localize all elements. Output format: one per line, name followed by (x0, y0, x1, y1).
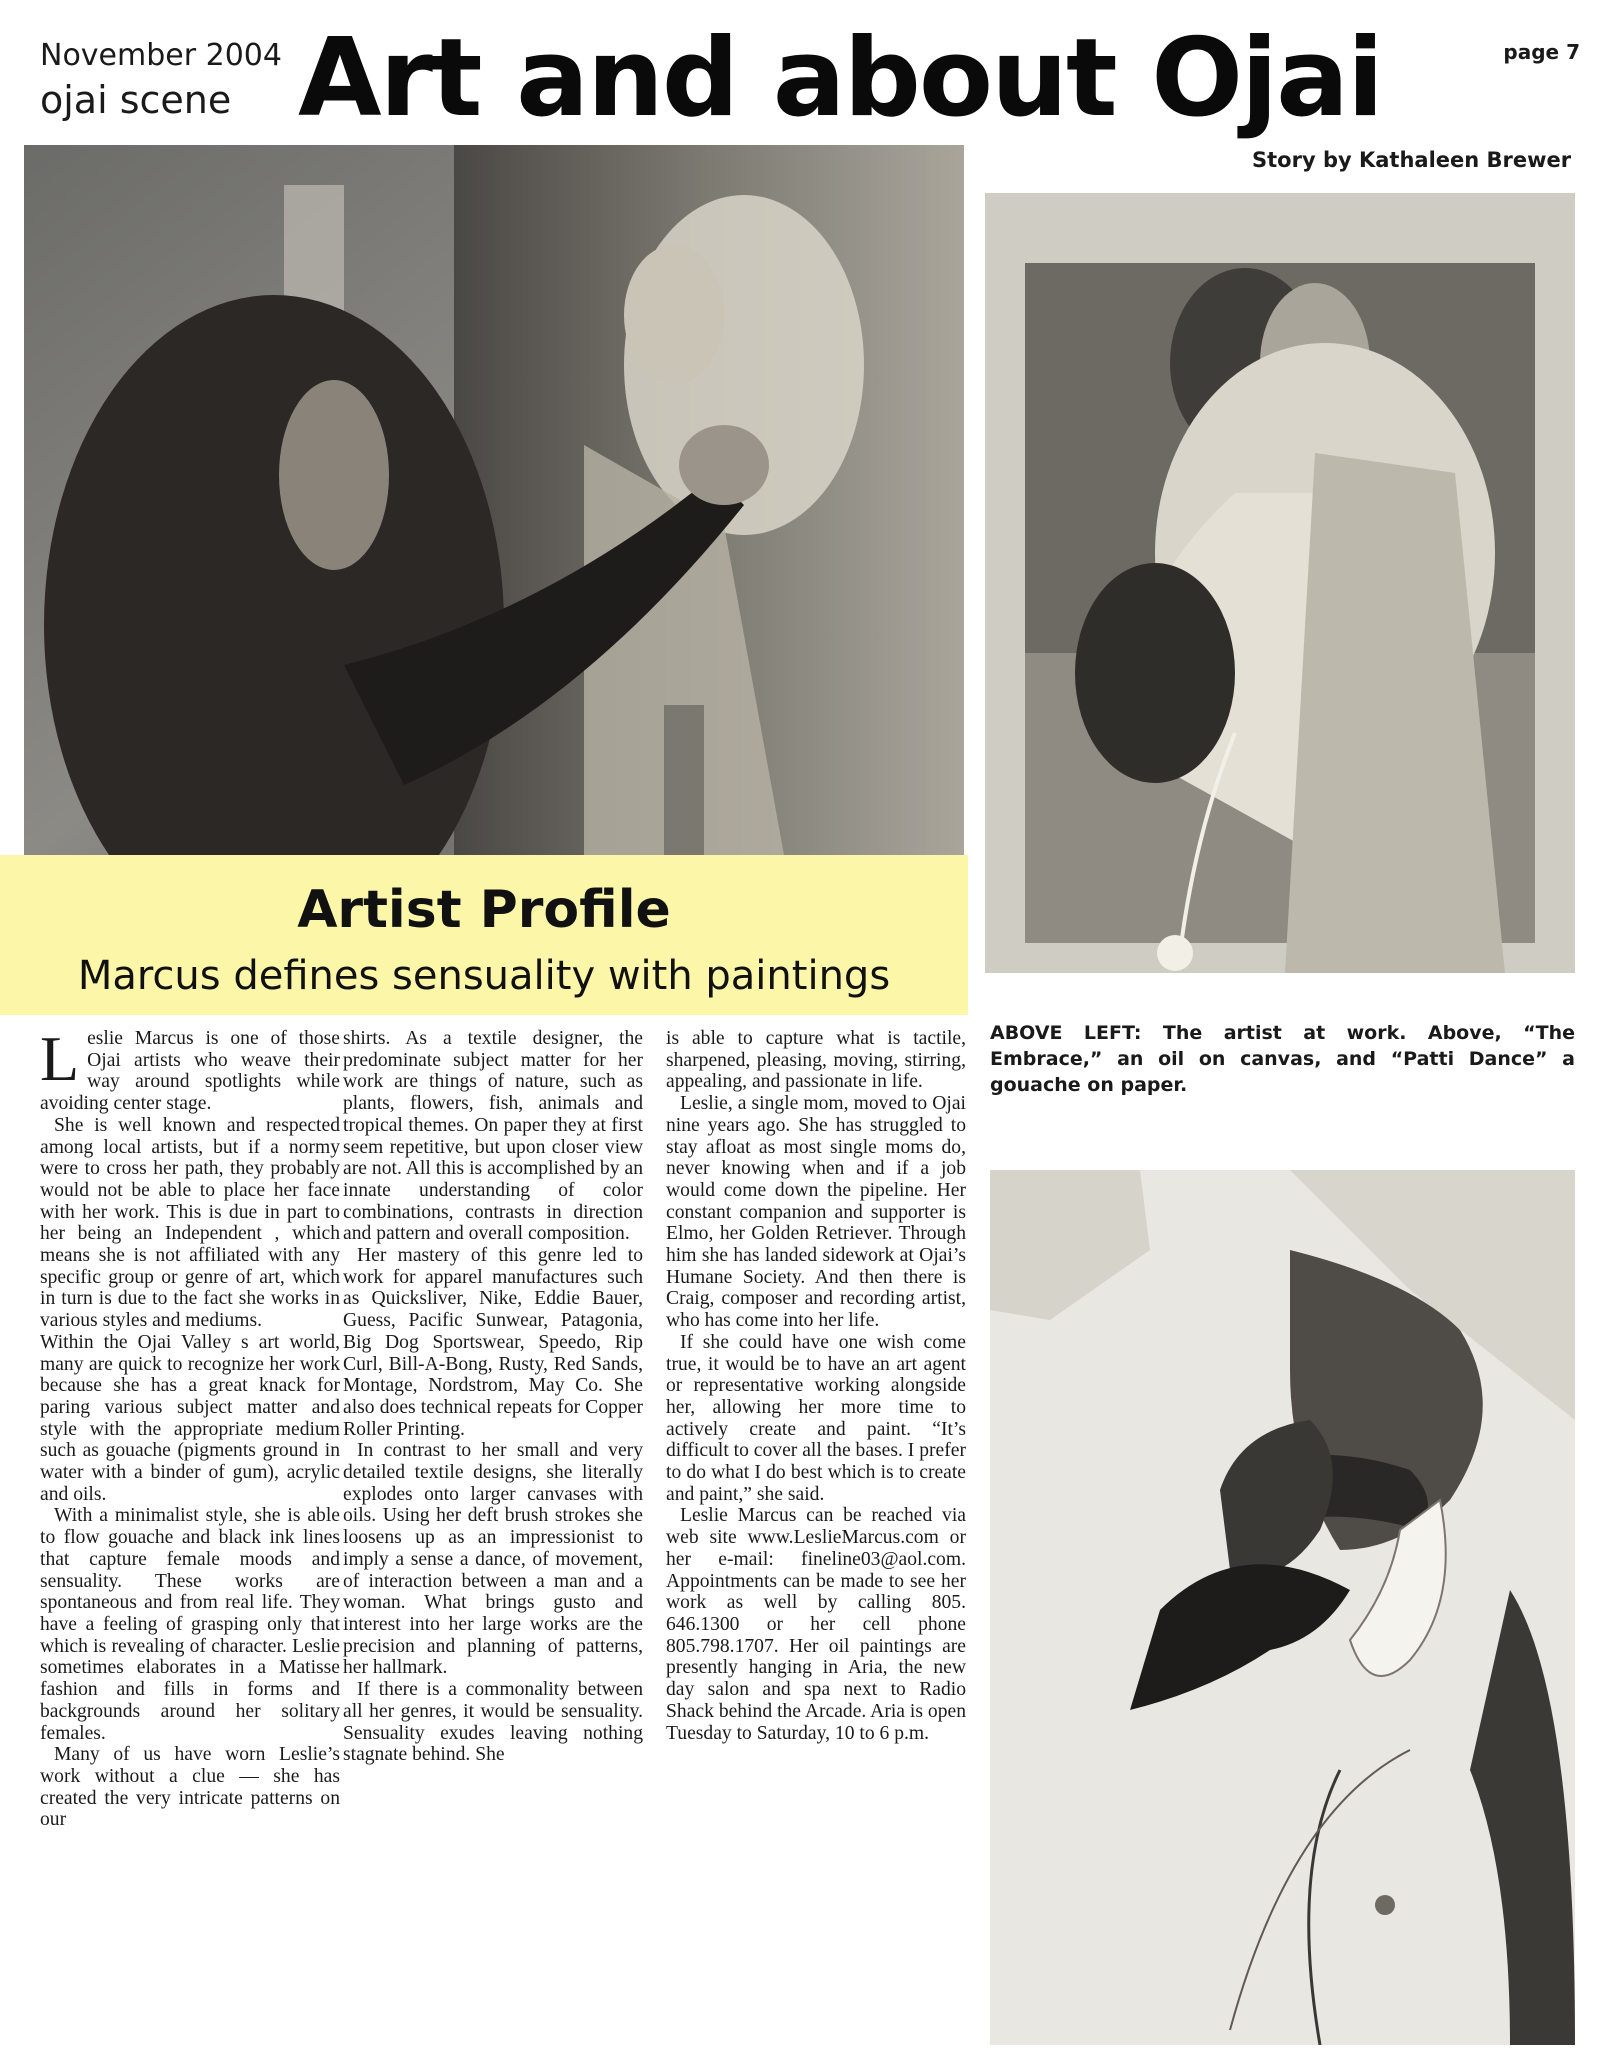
article-headline: Marcus defines sensuality with paintings (77, 953, 891, 999)
article-paragraph: In contrast to her small and very detailed textile designs, she literally explodes onto larger canvases with oils. Using her deft brush strokes she loosens up as an impressionist to imply a sense a dance, of movement, of interaction between a man and a woman. What brings gusto and interest into her large works are the precision and planning of patterns, her hallmark. (343, 1440, 643, 1679)
patti-dance-painting (990, 1170, 1575, 2045)
banner-title: Artist Profile (297, 880, 671, 940)
article-paragraph: Within the Ojai Valley s art world, many are quick to recognize her work because she has a great knack for paring various subject matter and style with the appropriate medium such as gouache (pigments ground in water with a binder of gum), acrylic and oils. (40, 1331, 340, 1505)
issue-date: November 2004 (40, 38, 282, 73)
artist-at-work-photo (24, 145, 964, 855)
article-paragraph: Leslie, a single mom, moved to Ojai nine years ago. She has struggled to stay afloat as most single moms do, never knowing when and if a job would come down the pipeline. Her constant companion and supporter is Elmo, her Golden Retriever. Through him she has landed sidework at Ojai’s Humane Society. And then there is Craig, composer and recording artist, who has come into her life. (666, 1093, 966, 1332)
section-name: ojai scene (40, 78, 232, 122)
article-column-1 (40, 1023, 340, 1831)
article-paragraph: With a minimalist style, she is able to flow gouache and black ink lines that capture female moods and sensuality. These works are spontaneous and from real life. They have a feeling of grasping only that which is revealing of character. Leslie sometimes elaborates in a Matisse fashion and fills in forms and backgrounds around her solitary females. (40, 1505, 340, 1744)
page-number: page 7 (1503, 40, 1580, 64)
article-paragraph: She is well known and respected among local artists, but if a normy were to cross her path, they probably would not be able to place her face with her work. This is due in part to her being an Independent , which means she is not affiliated with any specific group or genre of art, which in turn is due to the fact she works in various styles and mediums. (40, 1114, 340, 1332)
article-paragraph: is able to capture what is tactile, sharpened, pleasing, moving, stirring, appealing, and passionate in life. (666, 1028, 966, 1093)
article-paragraph: Leslie Marcus is one of those Ojai artists who weave their way around spotlights while avoiding center stage. (40, 1023, 340, 1115)
photo-caption: ABOVE LEFT: The artist at work. Above, “The Embrace,” an oil on canvas, and “Patti Dance” a gouache on paper. (990, 1022, 1575, 1096)
article-paragraph: shirts. As a textile designer, the predominate subject matter for her work are things of nature, such as plants, flowers, fish, animals and tropical themes. On paper they at first seem repetitive, but upon closer view are not. All this is accomplished by an innate understanding of color combinations, contrasts in direction and pattern and overall composition. (343, 1028, 643, 1245)
article-paragraph: Leslie Marcus can be reached via web site www.LeslieMarcus.com or her e-mail: fineline03@aol.com. Appointments can be made to see her work as well by calling 805. 646.1300 or her cell phone 805.798.1707. Her oil paintings are presently hanging in Aria, the new day salon and spa next to Radio Shack behind the Arcade. Aria is open Tuesday to Saturday, 10 to 6 p.m. (666, 1505, 966, 1744)
drop-cap: L (40, 1023, 80, 1094)
the-embrace-painting (985, 193, 1575, 973)
article-paragraph: Many of us have worn Leslie’s work without a clue — she has created the very intricate patterns on our (40, 1744, 340, 1831)
article-column-2 (343, 1028, 643, 1766)
byline: Story by Kathaleen Brewer (1252, 148, 1572, 172)
article-column-3 (666, 1028, 966, 1744)
article-paragraph: If she could have one wish come true, it would be to have an art agent or representative working alongside her, allowing her more time to actively create and paint. “It’s difficult to cover all the bases. I prefer to do what I do best which is to create and paint,” she said. (666, 1331, 966, 1505)
article-paragraph: If there is a commonality between all her genres, it would be sensuality. Sensuality exudes leaving nothing stagnate behind. She (343, 1679, 643, 1766)
article-paragraph: Her mastery of this genre led to work for apparel manufactures such as Quicksliver, Nike, Eddie Bauer, Guess, Pacific Sunwear, Patagonia, Big Dog Sportswear, Speedo, Rip Curl, Bill-A-Bong, Rusty, Red Sands, Montage, Nordstrom, May Co. She also does technical repeats for Copper Roller Printing. (343, 1245, 643, 1440)
page-headline: Art and about Ojai (298, 16, 1382, 141)
